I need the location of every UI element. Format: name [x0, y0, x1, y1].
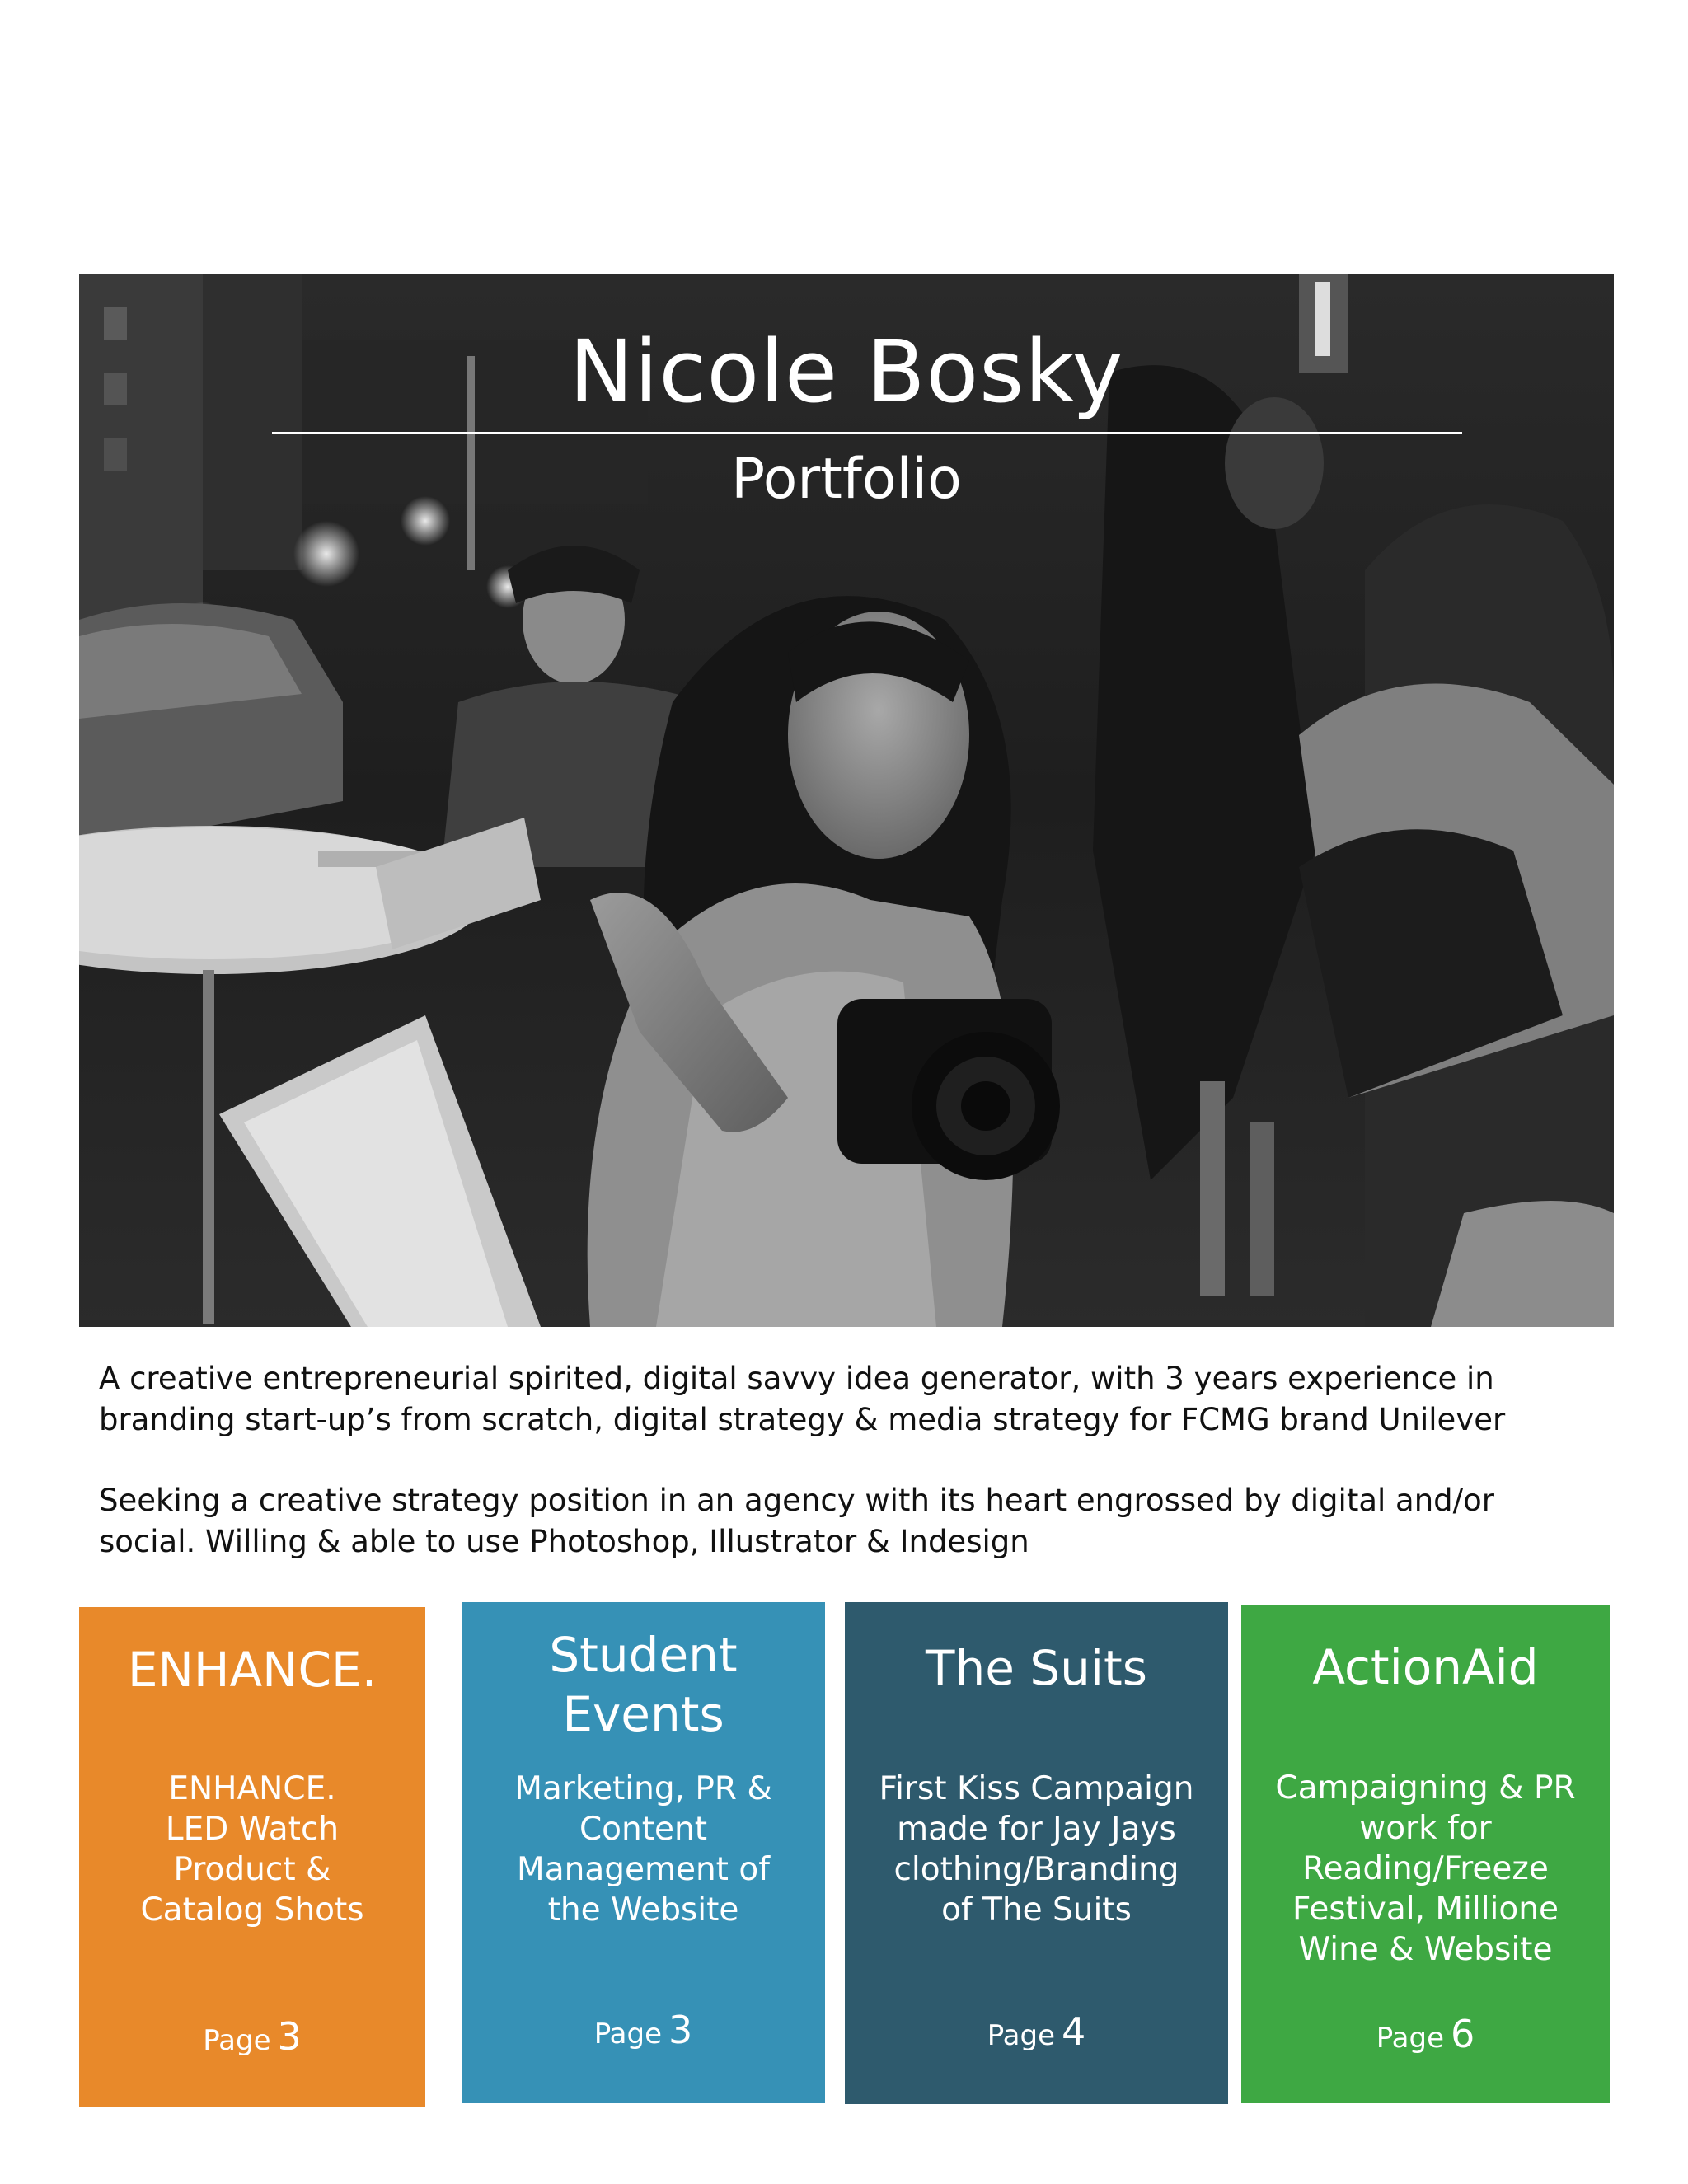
tile-page-reference[interactable]: Page 6	[1376, 2012, 1475, 2056]
tile-heading: The Suits	[926, 1640, 1147, 1696]
tile-page-reference[interactable]: Page 3	[203, 2014, 302, 2059]
hero-photo	[79, 274, 1614, 1327]
title-divider	[272, 432, 1462, 434]
tile-page-reference[interactable]: Page 4	[987, 2009, 1086, 2054]
tile-the-suits[interactable]	[845, 1602, 1228, 2104]
tile-heading: ENHANCE.	[127, 1642, 377, 1698]
tile-page-reference[interactable]: Page 3	[593, 2008, 693, 2052]
tile-description: Campaigning & PR work for Reading/Freeze Festival, Millione Wine & Website	[1275, 1769, 1576, 1968]
tile-heading: Student Events	[549, 1627, 738, 1742]
intro-text	[99, 1358, 1599, 1602]
intro-paragraph: Seeking a creative strategy position in an agency with its heart engrossed by digital and/or social. Willing & able to use Photoshop, Illustrator & Indesign	[99, 1483, 1494, 1559]
tile-description: ENHANCE. LED Watch Product & Catalog Shots	[140, 1770, 364, 1929]
tile-actionaid[interactable]	[1241, 1605, 1610, 2103]
tile-heading: ActionAid	[1312, 1639, 1539, 1695]
tile-enhance[interactable]	[79, 1607, 425, 2107]
tile-description: First Kiss Campaign made for Jay Jays clothing/Branding of The Suits	[879, 1770, 1194, 1929]
portfolio-owner-name: Nicole Bosky	[569, 321, 1124, 422]
intro-paragraph: A creative entrepreneurial spirited, digital savvy idea generator, with 3 years experience in branding start-up’s from scratch, digital strategy & media strategy for FCMG brand Unilever	[99, 1361, 1506, 1437]
portfolio-subtitle: Portfolio	[731, 447, 962, 512]
tile-description: Marketing, PR & Content Management of the Website	[514, 1770, 772, 1929]
tile-student-events[interactable]	[462, 1602, 825, 2103]
